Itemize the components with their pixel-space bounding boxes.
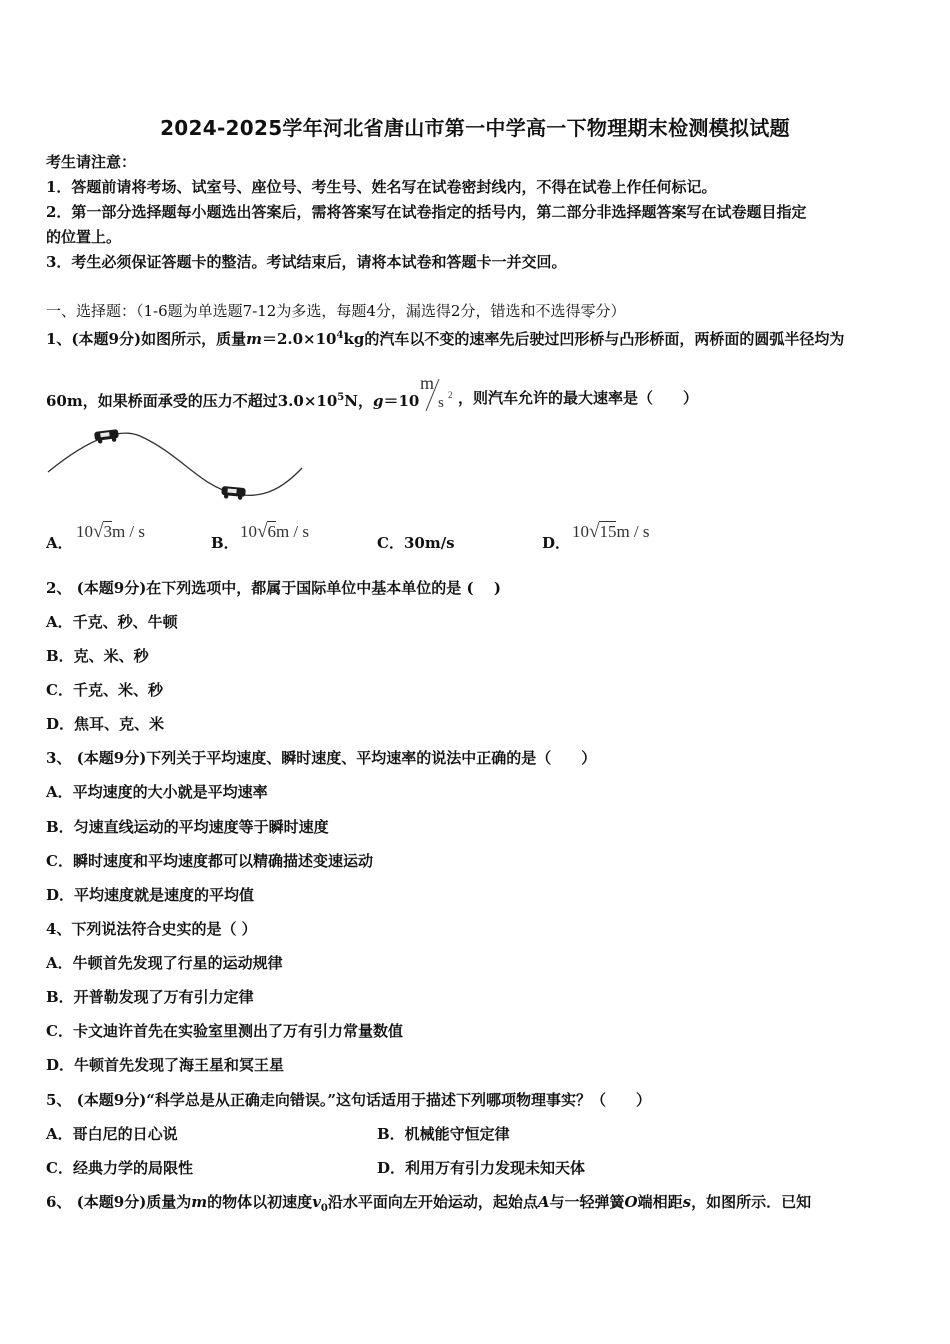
q2-option-b: B．克、米、秒 bbox=[46, 647, 149, 665]
page-title: 2024-2025学年河北省唐山市第一中学高一下物理期末检测模拟试题 bbox=[160, 116, 790, 140]
notice-item-1: 1．答题前请将考场、试室号、座位号、考生号、姓名写在试卷密封线内，不得在试卷上作任何标记。 bbox=[46, 178, 717, 196]
q6-stem: 6、 (本题9分)质量为m的物体以初速度$v_0$沿水平面向左开始运动，起始点A与一轻弹簧O端相距s，如图所示．已知 bbox=[46, 1193, 812, 1214]
q3-option-d: D．平均速度就是速度的平均值 bbox=[46, 886, 255, 904]
notice-item-2: 2．第一部分选择题每小题选出答案后，需将答案写在试卷指定的括号内，第二部分非选择题答案写在试卷题目指定 bbox=[46, 203, 807, 221]
q3-stem: 3、 (本题9分)下列关于平均速度、瞬时速度、平均速率的说法中正确的是（ ） bbox=[46, 749, 597, 767]
q1-stem-line2-end: ，则汽车允许的最大速率是（ ） bbox=[458, 389, 699, 407]
notice-item-2-cont: 的位置上。 bbox=[46, 228, 122, 246]
g-unit: m s 2 bbox=[412, 373, 462, 417]
q1-option-a-label: A． bbox=[46, 534, 73, 552]
q1-option-b-value: 10√6m / s bbox=[240, 521, 309, 542]
q1-option-b-label: B． bbox=[211, 534, 239, 552]
section-heading: 一、选择题：（1-6题为单选题7-12为多选，每题4分，漏选得2分，错选和不选得零分） bbox=[46, 302, 626, 320]
notice-item-3: 3．考生必须保证答题卡的整洁。考试结束后，请将本试卷和答题卡一并交回。 bbox=[46, 253, 567, 271]
q1-option-c: C．30m/s bbox=[377, 534, 455, 552]
q1-option-d-value: 10√15m / s bbox=[572, 521, 650, 542]
unit-slash bbox=[412, 373, 462, 417]
q1-stem-line1: 1、(本题9分)如图所示，质量$m=2.0\times 10^4kg$的汽车以不变的速率先后驶过凹形桥与凸形桥面，两桥面的圆弧半径均为 bbox=[46, 330, 845, 348]
q4-option-d: D．牛顿首先发现了海王星和冥王星 bbox=[46, 1056, 285, 1074]
q1-stem-line2: 60m，如果桥面承受的压力不超过$3.0\times 10^5N$，g＝10 bbox=[46, 392, 420, 410]
car-bottom-icon bbox=[221, 486, 246, 500]
q2-stem: 2、 (本题9分)在下列选项中，都属于国际单位中基本单位的是 ( ) bbox=[46, 579, 501, 597]
bridge-curve bbox=[48, 433, 302, 495]
q3-option-b: B．匀速直线运动的平均速度等于瞬时速度 bbox=[46, 818, 329, 836]
q4-stem: 4、下列说法符合史实的是（ ） bbox=[46, 920, 257, 938]
q5-option-a: A．哥白尼的日心说 bbox=[46, 1125, 178, 1143]
q2-option-a: A．千克、秒、牛顿 bbox=[46, 613, 178, 631]
q1-option-d-label: D． bbox=[542, 534, 571, 552]
q5-option-c: C．经典力学的局限性 bbox=[46, 1159, 193, 1177]
q4-option-a: A．牛顿首先发现了行星的运动规律 bbox=[46, 954, 283, 972]
q2-option-c: C．千克、米、秒 bbox=[46, 681, 163, 699]
q4-option-b: B．开普勒发现了万有引力定律 bbox=[46, 988, 254, 1006]
q1-option-a-value: 10√3m / s bbox=[76, 521, 145, 542]
q5-option-d: D．利用万有引力发现未知天体 bbox=[377, 1159, 586, 1177]
q5-option-b: B．机械能守恒定律 bbox=[377, 1125, 510, 1143]
q4-option-c: C．卡文迪许首先在实验室里测出了万有引力常量数值 bbox=[46, 1022, 403, 1040]
q3-option-a: A．平均速度的大小就是平均速率 bbox=[46, 783, 268, 801]
notice-heading: 考生请注意： bbox=[46, 153, 137, 171]
q2-option-d: D．焦耳、克、米 bbox=[46, 715, 165, 733]
q5-stem: 5、 (本题9分)“科学总是从正确走向错误。”这句话适用于描述下列哪项物理事实？（ ） bbox=[46, 1091, 652, 1109]
bridge-figure bbox=[40, 428, 310, 510]
q3-option-c: C．瞬时速度和平均速度都可以精确描述变速运动 bbox=[46, 852, 373, 870]
car-top-icon bbox=[94, 429, 119, 444]
